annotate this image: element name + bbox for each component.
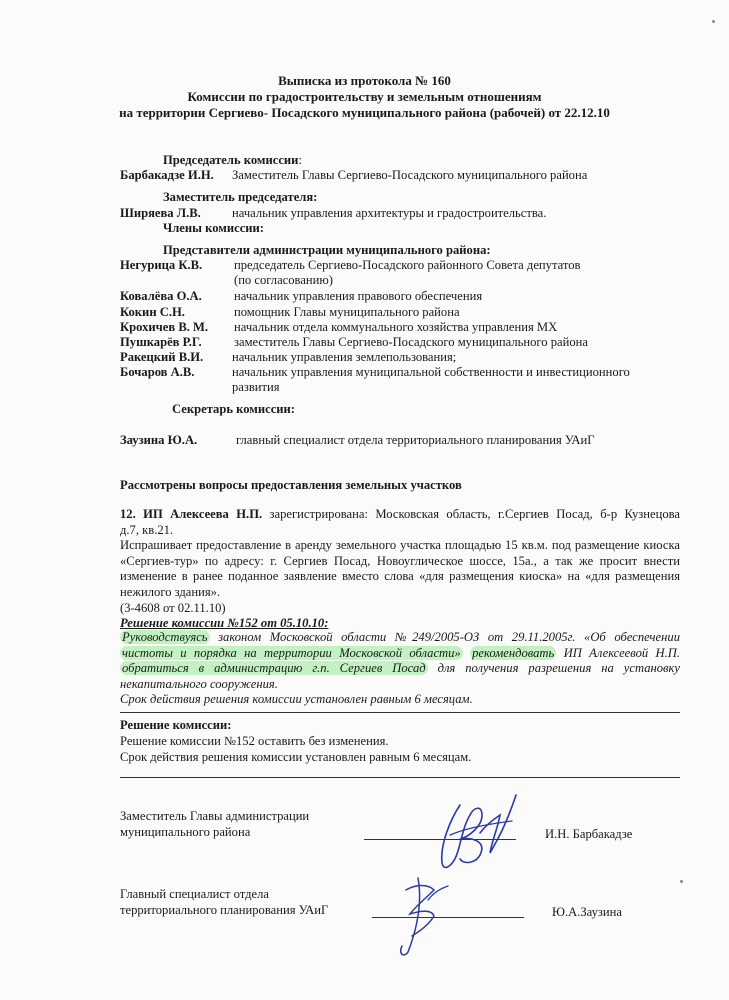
divider [120,712,680,713]
protocol-title: Выписка из протокола № 160 [278,73,451,88]
highlight: обратиться в администрацию г.п. Сергиев Посад [122,661,426,675]
member-role: помощник Главы муниципального района [234,305,460,319]
member-name: Ковалёва О.А. [120,289,202,303]
signatory-title: муниципального района [120,825,251,839]
decision-line: Срок действия решения комиссии установлен равным 6 месяцам. [120,750,472,764]
secretary-role: главный специалист отдела территориального планирования УАиГ [236,433,595,447]
member-name: Бочаров А.В. [120,365,195,379]
decision-title: Решение комиссии: [120,718,232,732]
scan-speck [712,20,715,23]
member-name: Негурица К.В. [120,258,203,272]
member-name: Ракецкий В.И. [120,350,204,364]
members-subheading: Представители администрации муниципального района: [163,243,491,257]
chair-name: Барбакадзе И.Н. [120,168,214,182]
signatory-title: Главный специалист отдела [120,887,269,901]
member-role: заместитель Главы Сергиево-Посадского муниципального района [234,335,588,349]
previous-decision-text: Руководствуясь законом Московской области №249/2005-ОЗ от 29.11.2005г. «Об обеспечении чистоты и порядка на территории Московской области» рекомендовать ИП Алексеевой Н.П. обратиться в администрацию г.п. Сергиев Посад для получения разрешения на установку некапитального сооружения. [120,630,680,691]
signatory-title: Заместитель Главы администрации [120,809,310,823]
decision-line: Решение комиссии №152 оставить без изменения. [120,734,389,748]
item-first-line: 12. ИП Алексеева Н.П. зарегистрирована: Московская область, г.Сергиев Посад, б-р Кузнецова [120,507,680,521]
secretary-name: Заузина Ю.А. [120,433,198,447]
member-role-note: развития [232,380,280,394]
members-heading: Члены комиссии: [163,221,265,235]
deputy-heading: Заместитель председателя: [163,190,318,204]
chair-role: Заместитель Главы Сергиево-Посадского муниципального района [232,168,588,182]
highlight: рекомендовать [472,645,555,660]
member-role: начальник управления правового обеспечения [234,289,483,303]
deputy-role: начальник управления архитектуры и градостроительства. [232,206,547,220]
chair-heading: Председатель комиссии: [163,153,302,167]
member-role: председатель Сергиево-Посадского районного Совета депутатов [234,258,581,272]
handwritten-signature [388,870,458,960]
deputy-name: Ширяева Л.В. [120,206,201,220]
member-name: Крохичев В. М. [120,320,209,334]
secretary-heading: Секретарь комиссии: [172,402,296,416]
member-role: начальник отдела коммунального хозяйства управления МХ [234,320,558,334]
previous-decision-title: Решение комиссии №152 от 05.10.10: [120,616,329,630]
member-name: Кокин С.Н. [120,305,185,319]
scan-speck [680,880,683,883]
previous-decision-term: Срок действия решения комиссии установлен равным 6 месяцам. [120,692,473,706]
divider [120,777,680,778]
item-address-end: д.7, кв.21. [120,523,174,537]
item-request: Испрашивает предоставление в аренду земельного участка площадью 15 кв.м. под размещение киоска «Сергиев-тур» по адресу: г. Сергиев Посад, Новоуглическое шоссе, 15а., а так же просит внести изменение в ранее поданное заявление вместо слова «для размещения киоска» на «для размещения нежилого здания». [120,538,680,599]
highlight: Руководствуясь [122,630,208,644]
signatory-name: Ю.А.Заузина [552,905,622,919]
highlight: чистоты и порядка на территории Московской области» [122,645,461,660]
signatory-title: территориального планирования УАиГ [120,903,329,917]
section-title: Рассмотрены вопросы предоставления земельных участков [120,478,462,492]
member-name: Пушкарёв Р.Г. [120,335,202,349]
member-role-note: (по согласованию) [234,273,334,287]
commission-title: Комиссии по градостроительству и земельным отношениям [187,89,542,104]
territory-title: на территории Сергиево- Посадского муниципального района (рабочей) от 22.12.10 [119,105,610,120]
item-reference: (3-4608 от 02.11.10) [120,601,226,615]
signatory-name: И.Н. Барбакадзе [545,827,633,841]
handwritten-signature [420,785,530,875]
member-role: начальник управления муниципальной собственности и инвестиционного [232,365,630,379]
member-role: начальник управления землепользования; [232,350,457,364]
